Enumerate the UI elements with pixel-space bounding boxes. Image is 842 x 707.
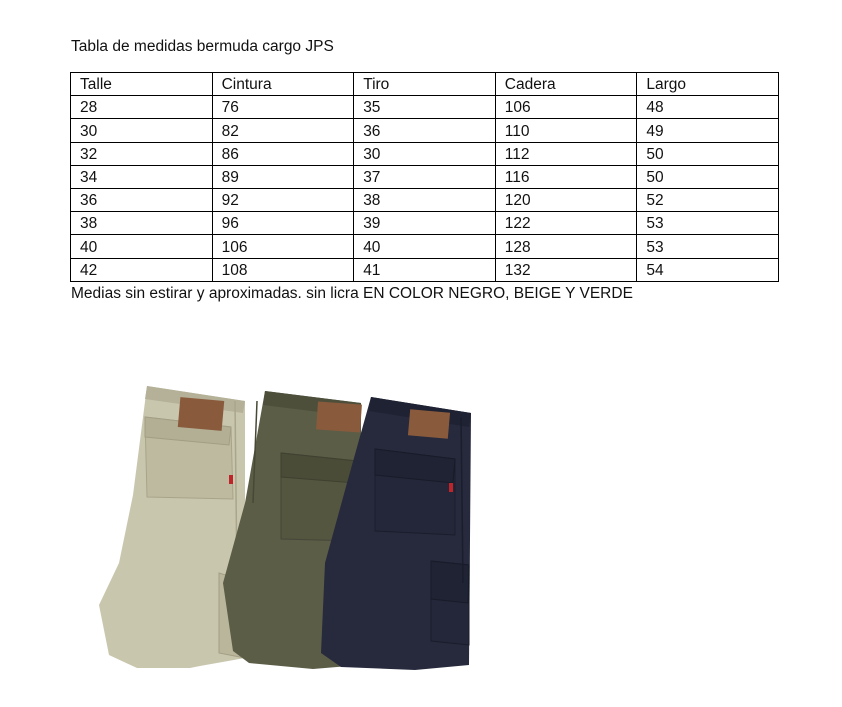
table-cell: 28: [71, 96, 213, 119]
table-cell: 37: [354, 165, 496, 188]
table-row: [71, 212, 779, 235]
table-cell: 96: [212, 212, 354, 235]
table-cell: 52: [637, 188, 779, 211]
table-cell: 108: [212, 258, 354, 281]
table-cell: 39: [354, 212, 496, 235]
table-cell: 106: [495, 96, 637, 119]
table-cell: 36: [71, 188, 213, 211]
table-cell: 54: [637, 258, 779, 281]
page-title: Tabla de medidas bermuda cargo JPS: [71, 38, 334, 55]
table-cell: 76: [212, 96, 354, 119]
table-row: [71, 235, 779, 258]
table-cell: 49: [637, 119, 779, 142]
table-cell: 50: [637, 142, 779, 165]
table-cell: 30: [71, 119, 213, 142]
table-cell: 36: [354, 119, 496, 142]
table-header-row: [71, 73, 779, 96]
table-row: [71, 119, 779, 142]
table-cell: 132: [495, 258, 637, 281]
table-cell: 112: [495, 142, 637, 165]
table-row: [71, 165, 779, 188]
table-cell: 32: [71, 142, 213, 165]
table-cell: 40: [71, 235, 213, 258]
table-cell: 128: [495, 235, 637, 258]
table-cell: 120: [495, 188, 637, 211]
table-cell: 116: [495, 165, 637, 188]
table-cell: 53: [637, 235, 779, 258]
table-cell: 35: [354, 96, 496, 119]
measurement-note: Medias sin estirar y aproximadas. sin licra EN COLOR NEGRO, BEIGE Y VERDE: [71, 285, 633, 302]
table-cell: 50: [637, 165, 779, 188]
table-cell: 53: [637, 212, 779, 235]
table-cell: 38: [71, 212, 213, 235]
product-photo: [85, 383, 477, 673]
table-cell: 42: [71, 258, 213, 281]
table-cell: 41: [354, 258, 496, 281]
table-row: [71, 96, 779, 119]
table-cell: 38: [354, 188, 496, 211]
table-row: [71, 188, 779, 211]
table-cell: 86: [212, 142, 354, 165]
table-cell: 122: [495, 212, 637, 235]
column-header-talle: Talle: [71, 73, 213, 96]
table-row: [71, 258, 779, 281]
column-header-cintura: Cintura: [212, 73, 354, 96]
column-header-cadera: Cadera: [495, 73, 637, 96]
column-header-tiro: Tiro: [354, 73, 496, 96]
table-cell: 106: [212, 235, 354, 258]
beige-shorts-illustration: [99, 386, 245, 668]
table-cell: 40: [354, 235, 496, 258]
table-cell: 110: [495, 119, 637, 142]
table-row: [71, 142, 779, 165]
table-cell: 89: [212, 165, 354, 188]
table-cell: 92: [212, 188, 354, 211]
table-cell: 48: [637, 96, 779, 119]
column-header-largo: Largo: [637, 73, 779, 96]
table-cell: 82: [212, 119, 354, 142]
table-cell: 30: [354, 142, 496, 165]
table-cell: 34: [71, 165, 213, 188]
size-table: [70, 72, 779, 282]
